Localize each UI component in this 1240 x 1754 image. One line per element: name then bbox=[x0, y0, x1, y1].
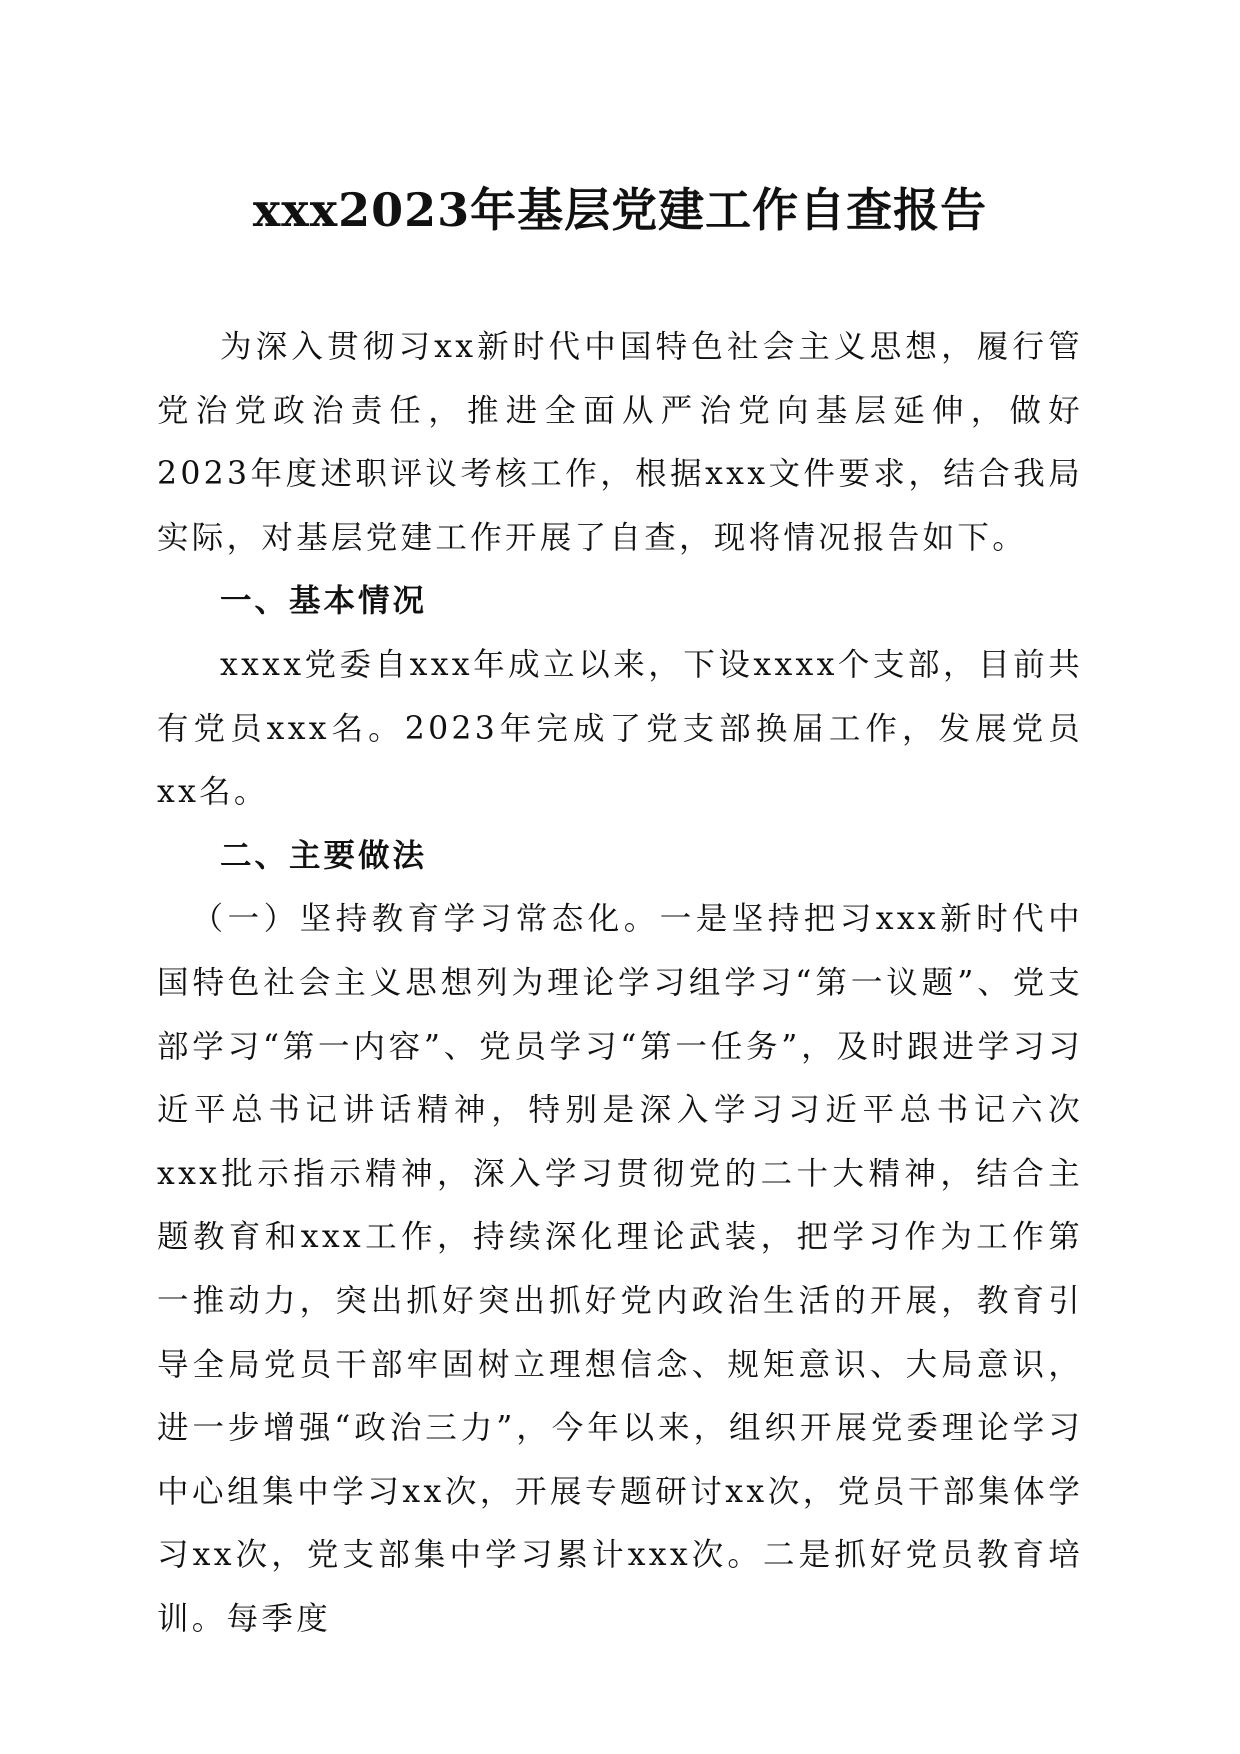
section-heading-main-practices: 二、主要做法 bbox=[220, 837, 428, 874]
intro-paragraph: 为深入贯彻习xx新时代中国特色社会主义思想，履行管党治党政治责任，推进全面从严治党向基层延伸，做好2023年度述职评议考核工作，根据xxx文件要求，结合我局实际，对基层党建工作开展了自查，现将情况报告如下。 bbox=[157, 329, 1083, 556]
document-body bbox=[157, 316, 1083, 1651]
section-heading-basic-situation: 一、基本情况 bbox=[220, 583, 428, 620]
basic-situation-paragraph: xxxx党委自xxx年成立以来，下设xxxx个支部，目前共有党员xxx名。2023年完成了党支部换届工作，发展党员xx名。 bbox=[157, 646, 1083, 811]
document-title: xxx2023年基层党建工作自查报告 bbox=[252, 183, 988, 237]
main-practices-paragraph: （一）坚持教育学习常态化。一是坚持把习xxx新时代中国特色社会主义思想列为理论学习组学习“第一议题”、党支部学习“第一内容”、党员学习“第一任务”，及时跟进学习习近平总书记讲话精神，特别是深入学习习近平总书记六次xxx批示指示精神，深入学习贯彻党的二十大精神，结合主题教育和xxx工作，持续深化理论武装，把学习作为工作第一推动力，突出抓好突出抓好党内政治生活的开展，教育引导全局党员干部牢固树立理想信念、规矩意识、大局意识，进一步增强“政治三力”，今年以来，组织开展党委理论学习中心组集中学习xx次，开展专题研讨xx次，党员干部集体学习xx次，党支部集中学习累计xxx次。二是抓好党员教育培训。每季度 bbox=[157, 901, 1083, 1637]
